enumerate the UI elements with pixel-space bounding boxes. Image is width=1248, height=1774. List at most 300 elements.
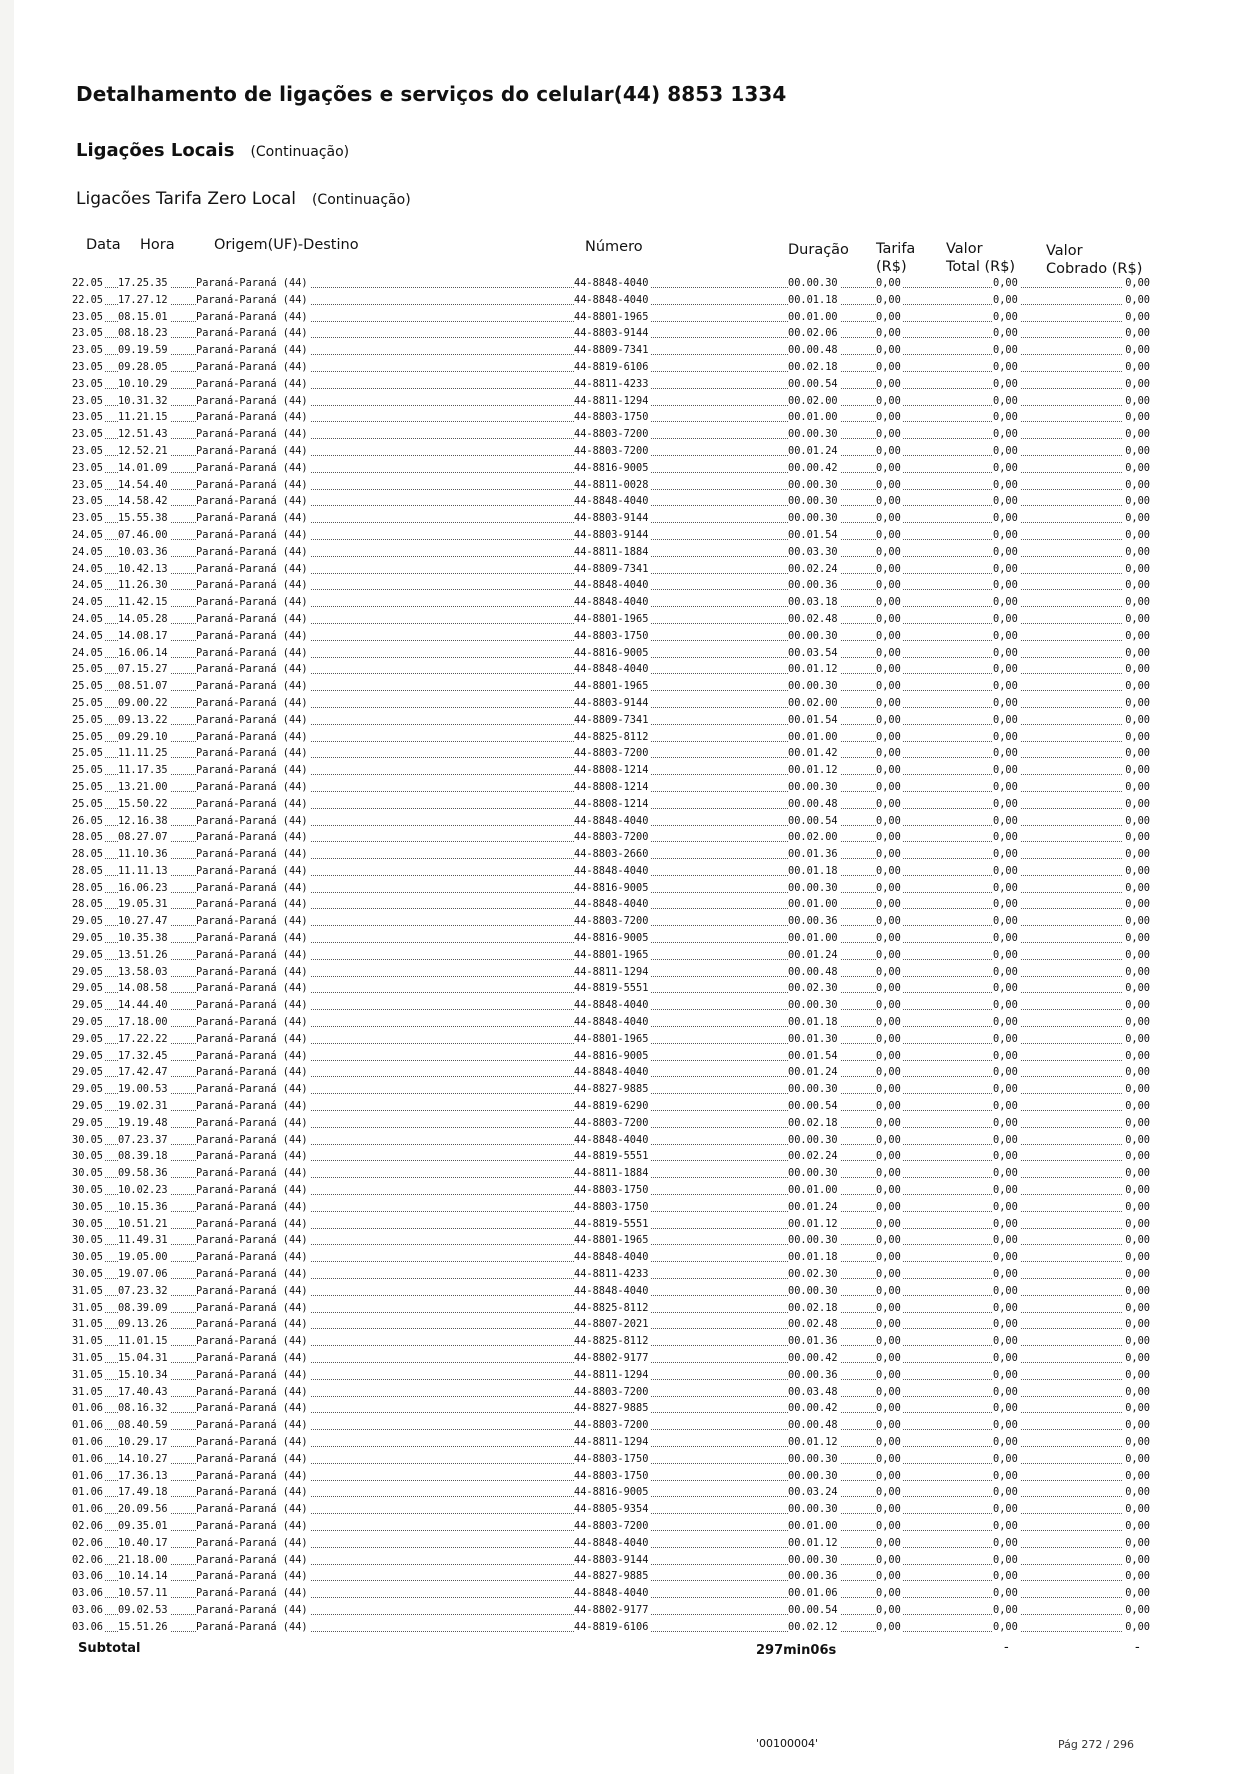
- cell-valor-cobrado: 0,00: [1125, 1335, 1150, 1348]
- cell-numero: 44-8811-1884: [574, 545, 649, 558]
- table-row: [72, 1586, 1152, 1603]
- cell-valor-total: 0,00: [993, 377, 1018, 390]
- cell-origem: Paraná-Paraná (44): [196, 1352, 308, 1364]
- cell-hora: 14.05.28: [118, 612, 168, 625]
- subtotal-duration: 297min06s: [756, 1643, 837, 1658]
- cell-valor-cobrado: 0,00: [1125, 663, 1150, 676]
- cell-numero: 44-8819-6106: [574, 360, 649, 373]
- col-header-valor-cobrado-line1: Valor: [1046, 243, 1083, 259]
- cell-data: 01.06: [72, 1486, 103, 1499]
- cell-tarifa: 0,00: [876, 1301, 901, 1314]
- cell-origem: Paraná-Paraná (44): [196, 999, 308, 1012]
- cell-valor-total: 0,00: [993, 881, 1018, 894]
- cell-duracao: 00.00.30: [788, 999, 838, 1012]
- cell-tarifa: 0,00: [876, 293, 901, 306]
- cell-numero: 44-8802-9177: [574, 1603, 649, 1616]
- cell-origem: Paraná-Paraná (44): [196, 461, 308, 474]
- cell-numero: 44-8808-1214: [574, 797, 649, 810]
- cell-hora: 13.51.26: [118, 948, 168, 961]
- cell-valor-total: 0,00: [993, 1435, 1018, 1448]
- cell-numero: 44-8816-9005: [574, 1486, 649, 1499]
- cell-tarifa: 0,00: [876, 864, 901, 877]
- cell-valor-cobrado: 0,00: [1125, 444, 1150, 457]
- cell-valor-total: 0,00: [993, 814, 1018, 827]
- table-row: [72, 1166, 1152, 1183]
- cell-hora: 10.14.14: [118, 1570, 168, 1583]
- cell-numero: 44-8811-4233: [574, 377, 649, 390]
- cell-hora: 09.58.36: [118, 1167, 168, 1180]
- cell-hora: 11.11.13: [118, 864, 168, 877]
- cell-tarifa: 0,00: [876, 1049, 901, 1062]
- cell-valor-total: 0,00: [993, 1402, 1018, 1415]
- cell-valor-total: 0,00: [993, 428, 1018, 441]
- cell-data: 29.05: [72, 1016, 103, 1029]
- cell-hora: 09.13.22: [118, 713, 168, 726]
- cell-origem: Paraná-Paraná (44): [196, 713, 308, 726]
- cell-data: 03.06: [72, 1620, 103, 1633]
- cell-duracao: 00.00.30: [788, 680, 838, 693]
- cell-valor-total: 0,00: [993, 1284, 1018, 1297]
- cell-valor-total: 0,00: [993, 1536, 1018, 1549]
- cell-tarifa: 0,00: [876, 579, 901, 592]
- cell-numero: 44-8811-1294: [574, 1435, 649, 1448]
- cell-data: 23.05: [72, 461, 103, 474]
- table-row: [72, 528, 1152, 545]
- cell-origem: Paraná-Paraná (44): [196, 1032, 308, 1045]
- cell-numero: 44-8803-7200: [574, 444, 649, 457]
- cell-tarifa: 0,00: [876, 848, 901, 861]
- cell-data: 30.05: [72, 1200, 103, 1213]
- cell-numero: 44-8816-9005: [574, 932, 649, 945]
- cell-valor-cobrado: 0,00: [1125, 596, 1150, 609]
- table-row: [72, 897, 1152, 914]
- cell-valor-cobrado: 0,00: [1125, 932, 1150, 945]
- cell-valor-total: 0,00: [993, 663, 1018, 676]
- cell-hora: 17.22.22: [118, 1032, 168, 1045]
- cell-valor-total: 0,00: [993, 1268, 1018, 1281]
- cell-data: 24.05: [72, 579, 103, 592]
- cell-numero: 44-8803-7200: [574, 747, 649, 760]
- cell-numero: 44-8816-9005: [574, 646, 649, 659]
- cell-valor-cobrado: 0,00: [1125, 478, 1150, 491]
- cell-tarifa: 0,00: [876, 1620, 901, 1633]
- cell-duracao: 00.00.30: [788, 1452, 838, 1465]
- cell-valor-cobrado: 0,00: [1125, 1234, 1150, 1247]
- cell-data: 28.05: [72, 864, 103, 877]
- cell-valor-cobrado: 0,00: [1125, 1452, 1150, 1465]
- table-row: [72, 696, 1152, 713]
- cell-origem: Paraná-Paraná (44): [196, 1150, 308, 1163]
- cell-numero: 44-8801-1965: [574, 612, 649, 625]
- table-row: [72, 981, 1152, 998]
- cell-valor-cobrado: 0,00: [1125, 1587, 1150, 1600]
- cell-valor-cobrado: 0,00: [1125, 764, 1150, 777]
- cell-valor-cobrado: 0,00: [1125, 646, 1150, 659]
- cell-tarifa: 0,00: [876, 713, 901, 726]
- cell-valor-total: 0,00: [993, 915, 1018, 928]
- cell-tarifa: 0,00: [876, 999, 901, 1012]
- cell-numero: 44-8848-4040: [574, 1251, 649, 1264]
- cell-tarifa: 0,00: [876, 1217, 901, 1230]
- cell-origem: Paraná-Paraná (44): [196, 277, 308, 289]
- cell-tarifa: 0,00: [876, 1469, 901, 1482]
- cell-duracao: 00.02.30: [788, 1268, 838, 1281]
- cell-tarifa: 0,00: [876, 1519, 901, 1532]
- table-row: [72, 1133, 1152, 1150]
- cell-tarifa: 0,00: [876, 831, 901, 844]
- cell-numero: 44-8848-4040: [574, 864, 649, 877]
- table-row: [72, 511, 1152, 528]
- cell-hora: 10.51.21: [118, 1217, 168, 1230]
- cell-tarifa: 0,00: [876, 1016, 901, 1029]
- cell-hora: 17.18.00: [118, 1016, 168, 1029]
- cell-valor-total: 0,00: [993, 1066, 1018, 1079]
- cell-duracao: 00.00.30: [788, 1234, 838, 1247]
- table-row: [72, 965, 1152, 982]
- cell-data: 23.05: [72, 411, 103, 424]
- cell-numero: 44-8801-1965: [574, 1234, 649, 1247]
- table-row: [72, 394, 1152, 411]
- cell-numero: 44-8848-4040: [574, 898, 649, 911]
- cell-duracao: 00.02.18: [788, 1301, 838, 1314]
- cell-origem: Paraná-Paraná (44): [196, 377, 308, 390]
- cell-data: 30.05: [72, 1251, 103, 1264]
- cell-data: 23.05: [72, 360, 103, 373]
- cell-numero: 44-8811-1884: [574, 1167, 649, 1180]
- cell-duracao: 00.01.00: [788, 1519, 838, 1532]
- cell-valor-cobrado: 0,00: [1125, 1503, 1150, 1516]
- cell-valor-cobrado: 0,00: [1125, 713, 1150, 726]
- cell-origem: Paraná-Paraná (44): [196, 1284, 308, 1297]
- table-row: [72, 444, 1152, 461]
- cell-valor-total: 0,00: [993, 495, 1018, 508]
- cell-hora: 14.10.27: [118, 1452, 168, 1465]
- table-row: [72, 629, 1152, 646]
- cell-duracao: 00.00.30: [788, 1503, 838, 1516]
- cell-numero: 44-8827-9885: [574, 1570, 649, 1583]
- cell-numero: 44-8816-9005: [574, 881, 649, 894]
- cell-duracao: 00.01.00: [788, 411, 838, 424]
- cell-hora: 17.27.12: [118, 293, 168, 306]
- cell-data: 30.05: [72, 1217, 103, 1230]
- cell-data: 29.05: [72, 1116, 103, 1129]
- table-row: [72, 1536, 1152, 1553]
- cell-tarifa: 0,00: [876, 1587, 901, 1600]
- cell-duracao: 00.00.48: [788, 965, 838, 978]
- cell-duracao: 00.00.30: [788, 629, 838, 642]
- cell-duracao: 00.02.48: [788, 1318, 838, 1331]
- cell-tarifa: 0,00: [876, 780, 901, 793]
- cell-hora: 14.58.42: [118, 495, 168, 508]
- cell-duracao: 00.03.24: [788, 1486, 838, 1499]
- cell-valor-total: 0,00: [993, 1553, 1018, 1566]
- table-row: [72, 578, 1152, 595]
- cell-duracao: 00.00.30: [788, 1133, 838, 1146]
- cell-numero: 44-8819-6290: [574, 1100, 649, 1113]
- cell-hora: 13.21.00: [118, 780, 168, 793]
- cell-data: 01.06: [72, 1402, 103, 1415]
- cell-tarifa: 0,00: [876, 1352, 901, 1364]
- cell-tarifa: 0,00: [876, 1268, 901, 1281]
- cell-tarifa: 0,00: [876, 512, 901, 525]
- table-row: [72, 1502, 1152, 1519]
- table-row: [72, 545, 1152, 562]
- cell-valor-total: 0,00: [993, 411, 1018, 424]
- cell-numero: 44-8827-9885: [574, 1402, 649, 1415]
- section-title: [76, 140, 349, 161]
- table-row: [72, 427, 1152, 444]
- cell-valor-total: 0,00: [993, 1167, 1018, 1180]
- cell-duracao: 00.01.00: [788, 932, 838, 945]
- cell-numero: 44-8803-7200: [574, 428, 649, 441]
- cell-valor-cobrado: 0,00: [1125, 747, 1150, 760]
- cell-valor-total: 0,00: [993, 1469, 1018, 1482]
- cell-valor-cobrado: 0,00: [1125, 948, 1150, 961]
- table-row: [72, 377, 1152, 394]
- cell-valor-cobrado: 0,00: [1125, 696, 1150, 709]
- cell-valor-total: 0,00: [993, 848, 1018, 861]
- cell-numero: 44-8819-5551: [574, 1217, 649, 1230]
- cell-tarifa: 0,00: [876, 1251, 901, 1264]
- cell-valor-cobrado: 0,00: [1125, 1268, 1150, 1281]
- cell-valor-total: 0,00: [993, 1049, 1018, 1062]
- cell-valor-total: 0,00: [993, 1083, 1018, 1096]
- subsection-continuation: (Continuação): [311, 192, 411, 208]
- cell-numero: 44-8848-4040: [574, 495, 649, 508]
- col-header-valor-cobrado: [1046, 242, 1142, 278]
- cell-data: 01.06: [72, 1469, 103, 1482]
- cell-valor-cobrado: 0,00: [1125, 730, 1150, 743]
- cell-valor-total: 0,00: [993, 327, 1018, 340]
- cell-duracao: 00.00.42: [788, 1402, 838, 1415]
- cell-valor-total: 0,00: [993, 1016, 1018, 1029]
- table-row: [72, 679, 1152, 696]
- cell-numero: 44-8803-1750: [574, 1469, 649, 1482]
- cell-data: 29.05: [72, 1049, 103, 1062]
- cell-origem: Paraná-Paraná (44): [196, 612, 308, 625]
- cell-valor-total: 0,00: [993, 545, 1018, 558]
- cell-origem: Paraná-Paraná (44): [196, 1335, 308, 1348]
- cell-origem: Paraná-Paraná (44): [196, 1251, 308, 1264]
- cell-valor-total: 0,00: [993, 360, 1018, 373]
- cell-data: 23.05: [72, 327, 103, 340]
- cell-hora: 10.15.36: [118, 1200, 168, 1213]
- cell-hora: 10.03.36: [118, 545, 168, 558]
- cell-hora: 08.16.32: [118, 1402, 168, 1415]
- cell-numero: 44-8801-1965: [574, 680, 649, 693]
- cell-numero: 44-8848-4040: [574, 1587, 649, 1600]
- cell-valor-cobrado: 0,00: [1125, 780, 1150, 793]
- cell-data: 23.05: [72, 512, 103, 525]
- cell-hora: 07.23.37: [118, 1133, 168, 1146]
- cell-data: 02.06: [72, 1553, 103, 1566]
- cell-valor-cobrado: 0,00: [1125, 1519, 1150, 1532]
- cell-origem: Paraná-Paraná (44): [196, 881, 308, 894]
- cell-data: 03.06: [72, 1603, 103, 1616]
- cell-duracao: 00.03.48: [788, 1385, 838, 1398]
- cell-data: 23.05: [72, 428, 103, 441]
- cell-numero: 44-8802-9177: [574, 1352, 649, 1364]
- cell-valor-total: 0,00: [993, 1150, 1018, 1163]
- cell-valor-total: 0,00: [993, 1301, 1018, 1314]
- table-row: [72, 1065, 1152, 1082]
- cell-duracao: 00.01.24: [788, 1066, 838, 1079]
- cell-data: 29.05: [72, 915, 103, 928]
- cell-data: 25.05: [72, 696, 103, 709]
- cell-data: 25.05: [72, 747, 103, 760]
- cell-data: 29.05: [72, 965, 103, 978]
- cell-origem: Paraná-Paraná (44): [196, 1167, 308, 1180]
- cell-origem: Paraná-Paraná (44): [196, 780, 308, 793]
- cell-numero: 44-8848-4040: [574, 1016, 649, 1029]
- table-row: [72, 1569, 1152, 1586]
- cell-duracao: 00.01.54: [788, 1049, 838, 1062]
- cell-data: 29.05: [72, 932, 103, 945]
- cell-hora: 09.02.53: [118, 1603, 168, 1616]
- cell-numero: 44-8825-8112: [574, 1335, 649, 1348]
- cell-valor-cobrado: 0,00: [1125, 377, 1150, 390]
- cell-valor-total: 0,00: [993, 444, 1018, 457]
- cell-origem: Paraná-Paraná (44): [196, 293, 308, 306]
- cell-origem: Paraná-Paraná (44): [196, 1486, 308, 1499]
- cell-numero: 44-8848-4040: [574, 1133, 649, 1146]
- col-header-valor-total: [946, 240, 1015, 276]
- cell-valor-cobrado: 0,00: [1125, 965, 1150, 978]
- cell-hora: 09.35.01: [118, 1519, 168, 1532]
- cell-tarifa: 0,00: [876, 310, 901, 323]
- cell-origem: Paraná-Paraná (44): [196, 596, 308, 609]
- cell-valor-total: 0,00: [993, 394, 1018, 407]
- cell-duracao: 00.01.12: [788, 764, 838, 777]
- cell-duracao: 00.01.24: [788, 948, 838, 961]
- cell-tarifa: 0,00: [876, 814, 901, 827]
- table-row: [72, 360, 1152, 377]
- cell-origem: Paraná-Paraná (44): [196, 528, 308, 541]
- cell-valor-total: 0,00: [993, 1603, 1018, 1616]
- page-title: Detalhamento de ligações e serviços do celular(44) 8853 1334: [76, 82, 787, 106]
- cell-valor-cobrado: 0,00: [1125, 1603, 1150, 1616]
- cell-hora: 10.02.23: [118, 1184, 168, 1197]
- cell-numero: 44-8803-7200: [574, 1519, 649, 1532]
- col-header-duracao: Duração: [788, 242, 849, 258]
- cell-origem: Paraná-Paraná (44): [196, 545, 308, 558]
- cell-tarifa: 0,00: [876, 965, 901, 978]
- cell-data: 29.05: [72, 999, 103, 1012]
- cell-duracao: 00.03.54: [788, 646, 838, 659]
- cell-tarifa: 0,00: [876, 797, 901, 810]
- cell-valor-cobrado: 0,00: [1125, 1469, 1150, 1482]
- cell-valor-cobrado: 0,00: [1125, 1352, 1150, 1364]
- cell-tarifa: 0,00: [876, 1503, 901, 1516]
- cell-numero: 44-8848-4040: [574, 814, 649, 827]
- cell-tarifa: 0,00: [876, 612, 901, 625]
- cell-valor-total: 0,00: [993, 562, 1018, 575]
- cell-origem: Paraná-Paraná (44): [196, 1116, 308, 1129]
- cell-origem: Paraná-Paraná (44): [196, 1066, 308, 1079]
- cell-valor-total: 0,00: [993, 528, 1018, 541]
- cell-origem: Paraná-Paraná (44): [196, 1469, 308, 1482]
- table-row: [72, 1401, 1152, 1418]
- cell-numero: 44-8803-7200: [574, 915, 649, 928]
- cell-data: 24.05: [72, 596, 103, 609]
- cell-data: 25.05: [72, 780, 103, 793]
- table-row: [72, 763, 1152, 780]
- cell-data: 02.06: [72, 1519, 103, 1532]
- cell-valor-cobrado: 0,00: [1125, 612, 1150, 625]
- col-header-tarifa: [876, 240, 915, 276]
- cell-origem: Paraná-Paraná (44): [196, 1402, 308, 1415]
- cell-hora: 08.39.18: [118, 1150, 168, 1163]
- cell-tarifa: 0,00: [876, 1368, 901, 1381]
- cell-data: 25.05: [72, 713, 103, 726]
- cell-data: 23.05: [72, 495, 103, 508]
- cell-duracao: 00.00.36: [788, 1570, 838, 1583]
- table-row: [72, 847, 1152, 864]
- cell-valor-cobrado: 0,00: [1125, 1419, 1150, 1432]
- cell-valor-total: 0,00: [993, 1486, 1018, 1499]
- cell-hora: 08.51.07: [118, 680, 168, 693]
- cell-origem: Paraná-Paraná (44): [196, 915, 308, 928]
- cell-valor-total: 0,00: [993, 780, 1018, 793]
- cell-hora: 11.01.15: [118, 1335, 168, 1348]
- cell-origem: Paraná-Paraná (44): [196, 1200, 308, 1213]
- cell-valor-total: 0,00: [993, 1032, 1018, 1045]
- cell-data: 31.05: [72, 1368, 103, 1381]
- cell-data: 25.05: [72, 663, 103, 676]
- cell-tarifa: 0,00: [876, 428, 901, 441]
- cell-origem: Paraná-Paraná (44): [196, 327, 308, 340]
- cell-origem: Paraná-Paraná (44): [196, 965, 308, 978]
- cell-hora: 09.13.26: [118, 1318, 168, 1331]
- cell-tarifa: 0,00: [876, 948, 901, 961]
- cell-origem: Paraná-Paraná (44): [196, 764, 308, 777]
- cell-data: 24.05: [72, 562, 103, 575]
- cell-valor-cobrado: 0,00: [1125, 310, 1150, 323]
- cell-tarifa: 0,00: [876, 1133, 901, 1146]
- cell-tarifa: 0,00: [876, 562, 901, 575]
- cell-hora: 10.35.38: [118, 932, 168, 945]
- col-header-valor-cobrado-line2: Cobrado (R$): [1046, 261, 1143, 277]
- cell-duracao: 00.00.30: [788, 478, 838, 491]
- cell-valor-cobrado: 0,00: [1125, 1385, 1150, 1398]
- cell-numero: 44-8819-6106: [574, 1620, 649, 1633]
- cell-tarifa: 0,00: [876, 1419, 901, 1432]
- cell-valor-cobrado: 0,00: [1125, 495, 1150, 508]
- cell-hora: 08.39.09: [118, 1301, 168, 1314]
- cell-duracao: 00.01.24: [788, 1200, 838, 1213]
- cell-origem: Paraná-Paraná (44): [196, 512, 308, 525]
- cell-valor-cobrado: 0,00: [1125, 1301, 1150, 1314]
- cell-data: 31.05: [72, 1352, 103, 1364]
- table-row: [72, 1250, 1152, 1267]
- cell-tarifa: 0,00: [876, 1435, 901, 1448]
- cell-data: 29.05: [72, 1100, 103, 1113]
- table-row: [72, 343, 1152, 360]
- table-row: [72, 1149, 1152, 1166]
- cell-data: 01.06: [72, 1435, 103, 1448]
- cell-origem: Paraná-Paraná (44): [196, 663, 308, 676]
- cell-hora: 09.00.22: [118, 696, 168, 709]
- cell-origem: Paraná-Paraná (44): [196, 360, 308, 373]
- col-header-data: Data: [86, 237, 121, 253]
- cell-valor-total: 0,00: [993, 1116, 1018, 1129]
- table-row: [72, 293, 1152, 310]
- cell-valor-total: 0,00: [993, 948, 1018, 961]
- cell-hora: 14.01.09: [118, 461, 168, 474]
- cell-duracao: 00.00.30: [788, 512, 838, 525]
- cell-numero: 44-8848-4040: [574, 663, 649, 676]
- cell-tarifa: 0,00: [876, 1603, 901, 1616]
